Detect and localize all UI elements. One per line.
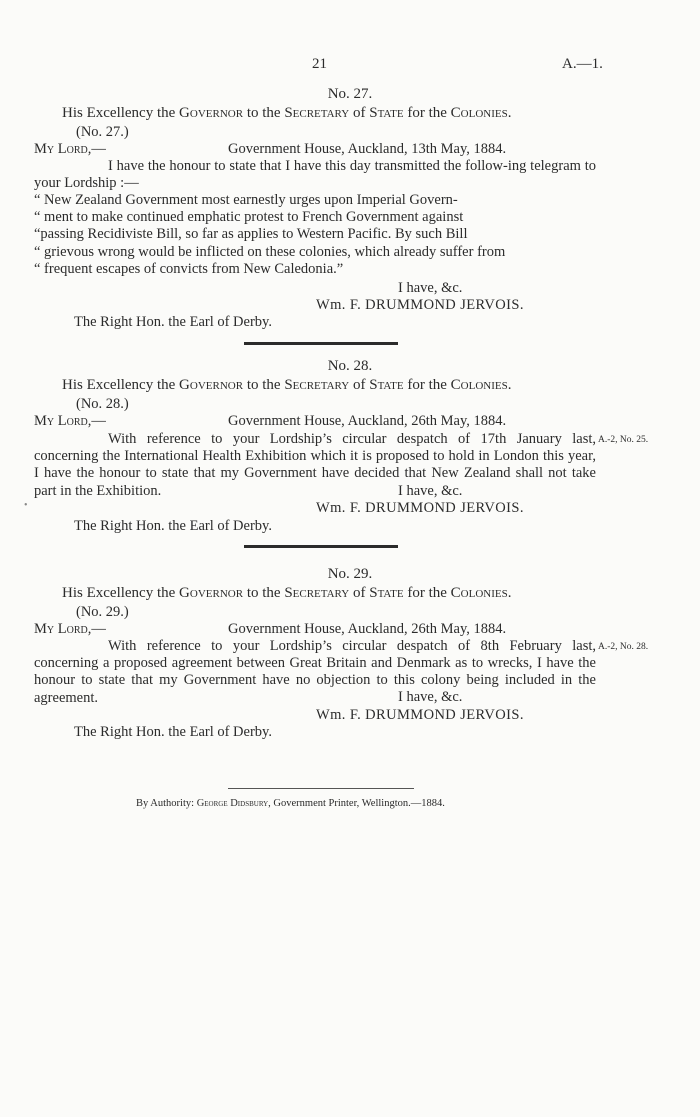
signature: Wm. F. DRUMMOND JERVOIS. xyxy=(316,707,524,723)
salutation: My Lord,— xyxy=(34,621,106,637)
body-paragraph: I have the honour to state that I have this day transmitted the follow-ing telegram to your Lordship :— xyxy=(34,158,596,192)
heading-colonies: Colonies xyxy=(450,105,508,121)
imprint-printer: George Didsbury xyxy=(196,798,269,809)
quote-line: “ ment to make continued emphatic protest to French Government against xyxy=(34,209,464,226)
letter-body xyxy=(34,638,596,707)
margin-reference: A.-2, No. 25. xyxy=(598,435,649,445)
closing: I have, &c. xyxy=(398,689,463,705)
letter-number: No. 29. xyxy=(327,566,373,582)
letter-number: No. 27. xyxy=(327,86,373,102)
heading-colonies: Colonies xyxy=(450,377,508,393)
letter-heading xyxy=(62,377,511,394)
heading-state: State xyxy=(369,585,404,601)
letter-body xyxy=(34,158,596,192)
addressee: The Right Hon. the Earl of Derby. xyxy=(74,314,272,330)
imprint-text: By Authority: xyxy=(136,798,197,809)
section-divider xyxy=(244,342,398,345)
heading-text: His Excellency the xyxy=(62,377,180,393)
telegram-quote xyxy=(34,192,596,278)
heading-text: . xyxy=(507,105,512,121)
letter-ref: (No. 29.) xyxy=(76,604,129,620)
heading-text: . xyxy=(507,377,512,393)
footer-divider xyxy=(228,788,414,789)
heading-secretary: Secretary xyxy=(284,377,350,393)
heading-text: for the xyxy=(403,585,451,601)
heading-text: . xyxy=(507,585,512,601)
quote-line: “ New Zealand Government most earnestly urges upon Imperial Govern- xyxy=(34,192,458,208)
heading-secretary: Secretary xyxy=(284,585,350,601)
quote-line: “ frequent escapes of convicts from New Caledonia.” xyxy=(34,260,344,277)
heading-text: of xyxy=(349,585,370,601)
signature: Wm. F. DRUMMOND JERVOIS. xyxy=(316,297,524,313)
signature: Wm. F. DRUMMOND JERVOIS. xyxy=(316,500,524,516)
heading-governor: Governor xyxy=(179,105,244,121)
page-number: 21 xyxy=(312,56,327,72)
letter-number: No. 28. xyxy=(327,358,373,374)
heading-text: His Excellency the xyxy=(62,105,180,121)
body-paragraph: With reference to your Lordship’s circular despatch of 17th January last, concerning the International Health Exhibition which it is proposed to hold in London this year, I have the honour to state that my Government have decided that New Zealand shall not take part in the Exhibition. xyxy=(34,431,596,499)
heading-text: for the xyxy=(403,377,451,393)
imprint-text: , Government Printer, Wellington.—1884. xyxy=(268,798,445,809)
heading-colonies: Colonies xyxy=(450,585,508,601)
address-line: Government House, Auckland, 26th May, 1884. xyxy=(228,413,507,429)
closing: I have, &c. xyxy=(398,280,463,296)
document-reference: A.—1. xyxy=(562,56,603,72)
heading-state: State xyxy=(369,377,404,393)
printer-imprint xyxy=(136,798,445,809)
heading-text: to the xyxy=(243,105,285,121)
letter-body xyxy=(34,431,596,500)
letter-heading xyxy=(62,105,511,122)
heading-text: of xyxy=(349,377,370,393)
addressee: The Right Hon. the Earl of Derby. xyxy=(74,518,272,534)
heading-text: to the xyxy=(243,377,285,393)
heading-secretary: Secretary xyxy=(284,105,350,121)
body-paragraph: With reference to your Lordship’s circular despatch of 8th February last, concerning a proposed agreement between Great Britain and Denmark as to wrecks, I have the honour to state that my Government have no objection to this colony being included in the agreement. xyxy=(34,638,596,706)
address-line: Government House, Auckland, 26th May, 1884. xyxy=(228,621,507,637)
section-divider xyxy=(244,545,398,548)
address-line: Government House, Auckland, 13th May, 1884. xyxy=(228,141,507,157)
heading-state: State xyxy=(369,105,404,121)
heading-governor: Governor xyxy=(179,377,244,393)
letter-ref: (No. 28.) xyxy=(76,396,129,412)
closing: I have, &c. xyxy=(398,483,463,499)
heading-text: for the xyxy=(403,105,451,121)
salutation: My Lord,— xyxy=(34,141,106,157)
heading-text: of xyxy=(349,105,370,121)
letter-heading xyxy=(62,585,511,602)
letter-ref: (No. 27.) xyxy=(76,124,129,140)
margin-reference: A.-2, No. 28. xyxy=(598,642,649,652)
salutation: My Lord,— xyxy=(34,413,106,429)
quote-line: “passing Recidiviste Bill, so far as applies to Western Pacific. By such Bill xyxy=(34,226,468,243)
heading-governor: Governor xyxy=(179,585,244,601)
quote-line: “ grievous wrong would be inflicted on these colonies, which already suffer from xyxy=(34,243,506,260)
scan-speck: • xyxy=(24,500,28,511)
heading-text: to the xyxy=(243,585,285,601)
heading-text: His Excellency the xyxy=(62,585,180,601)
addressee: The Right Hon. the Earl of Derby. xyxy=(74,724,272,740)
